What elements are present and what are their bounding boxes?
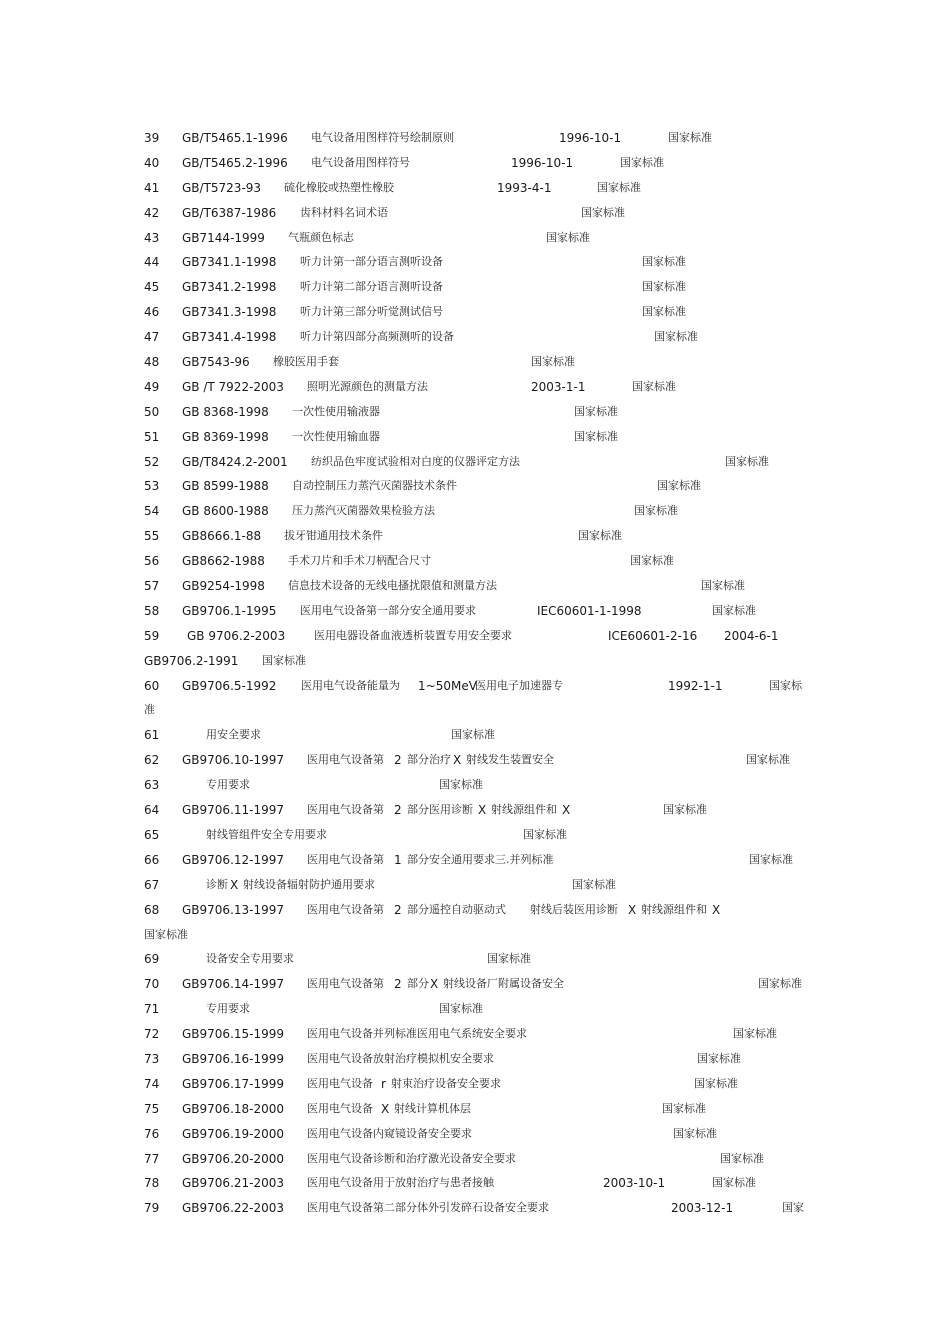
line-segment: GB9706.5-1992 — [182, 678, 277, 693]
list-line — [0, 526, 950, 551]
line-segment: 国家标准 — [712, 603, 756, 617]
line-segment: 国家标准 — [697, 1051, 741, 1065]
line-segment: 射线源组件和 — [641, 902, 707, 916]
list-line — [0, 725, 950, 750]
line-segment: GB 8599-1988 — [182, 479, 269, 494]
line-segment: 国家标准 — [632, 379, 676, 393]
line-segment: 射线发生装置安全 — [466, 753, 554, 767]
line-segment: 2 — [394, 803, 402, 818]
line-segment: 49 — [144, 379, 160, 394]
line-segment: 58 — [144, 603, 160, 618]
line-segment: 国家标准 — [746, 753, 790, 767]
line-segment: 齿科材料名词术语 — [300, 205, 388, 219]
line-segment: 部分医用诊断 — [407, 803, 473, 817]
line-segment: 诊断 — [206, 877, 228, 891]
line-segment: 47 — [144, 330, 160, 345]
line-segment: GB7341.2-1998 — [182, 280, 277, 295]
list-line — [0, 775, 950, 800]
list-line — [0, 427, 950, 452]
list-line — [0, 277, 950, 302]
list-line — [0, 974, 950, 999]
line-segment: X — [430, 977, 439, 992]
line-segment: GB 8600-1988 — [182, 504, 269, 519]
line-segment: GB 9706.2-2003 — [187, 628, 286, 643]
line-segment: 53 — [144, 479, 160, 494]
line-segment: GB9706.2-1991 — [144, 653, 239, 668]
line-segment: 79 — [144, 1201, 160, 1216]
line-segment: 国家标准 — [439, 1002, 483, 1016]
line-segment: 国家标准 — [630, 554, 674, 568]
line-segment: 医用电器设备血液透析装置专用安全要求 — [314, 628, 512, 642]
list-line — [0, 402, 950, 427]
line-segment: 医用电气设备并列标准医用电气系统安全要求 — [307, 1027, 527, 1041]
list-line — [0, 1049, 950, 1074]
line-segment: GB9706.22-2003 — [182, 1201, 285, 1216]
line-segment: 64 — [144, 803, 160, 818]
list-line — [0, 800, 950, 825]
line-segment: 射线设备厂附属设备安全 — [443, 977, 564, 991]
line-segment: 65 — [144, 827, 160, 842]
line-segment: GB9706.11-1997 — [182, 803, 285, 818]
line-segment: 62 — [144, 753, 160, 768]
line-segment: 55 — [144, 529, 160, 544]
list-line — [0, 128, 950, 153]
line-segment: 国家标准 — [720, 1151, 764, 1165]
line-segment: 医用电气设备第 — [307, 803, 384, 817]
line-segment: 2 — [394, 977, 402, 992]
line-segment: 41 — [144, 180, 160, 195]
line-segment: 国家标准 — [694, 1076, 738, 1090]
line-segment: 一次性使用输血器 — [292, 429, 380, 443]
line-segment: GB9706.21-2003 — [182, 1176, 285, 1191]
line-segment: r — [381, 1076, 386, 1091]
list-line — [0, 1198, 950, 1223]
line-segment: GB /T 7922-2003 — [182, 379, 284, 394]
line-segment: 2 — [394, 753, 402, 768]
line-segment: X — [381, 1101, 390, 1116]
list-line — [0, 501, 950, 526]
line-segment: 射线设备辐射防护通用要求 — [243, 877, 375, 891]
list-line — [0, 651, 950, 676]
line-segment: 1~50MeV — [418, 678, 477, 693]
line-segment: GB 8368-1998 — [182, 404, 269, 419]
line-segment: X — [712, 902, 721, 917]
line-segment: 54 — [144, 504, 160, 519]
line-segment: 46 — [144, 305, 160, 320]
line-segment: 射线源组件和 — [491, 803, 557, 817]
line-segment: 国家标准 — [642, 305, 686, 319]
line-segment: 43 — [144, 230, 160, 245]
line-segment: 射线管组件安全专用要求 — [206, 827, 327, 841]
line-segment: GB/T8424.2-2001 — [182, 454, 288, 469]
line-segment: 听力计第一部分语言测听设备 — [300, 255, 443, 269]
line-segment: 射束治疗设备安全要求 — [391, 1076, 501, 1090]
line-segment: 专用要求 — [206, 1002, 250, 1016]
line-segment: GB7543-96 — [182, 355, 250, 370]
list-line — [0, 576, 950, 601]
line-segment: 照明光源颜色的测量方法 — [307, 379, 428, 393]
line-segment: GB9706.19-2000 — [182, 1126, 285, 1141]
line-segment: 2003-12-1 — [671, 1201, 734, 1216]
list-line — [0, 626, 950, 651]
list-line — [0, 875, 950, 900]
line-segment: 国家标准 — [581, 205, 625, 219]
line-segment: 医用电气设备诊断和治疗激光设备安全要求 — [307, 1151, 516, 1165]
line-segment: 部分安全通用要求三.并列标准 — [407, 852, 554, 866]
line-segment: 国家标准 — [749, 852, 793, 866]
line-segment: 2003-1-1 — [531, 379, 586, 394]
line-segment: 医用电气设备 — [307, 1101, 373, 1115]
line-segment: 听力计第三部分听觉测试信号 — [300, 305, 443, 319]
line-segment: GB7341.3-1998 — [182, 305, 277, 320]
line-segment: 国家标准 — [733, 1027, 777, 1041]
line-segment: GB9706.12-1997 — [182, 852, 285, 867]
line-segment: 听力计第四部分高频测听的设备 — [300, 330, 454, 344]
line-segment: 1 — [394, 852, 402, 867]
line-segment: 59 — [144, 628, 160, 643]
line-segment: GB9706.1-1995 — [182, 603, 277, 618]
line-segment: 40 — [144, 155, 160, 170]
line-segment: GB9706.18-2000 — [182, 1101, 285, 1116]
list-line — [0, 476, 950, 501]
line-segment: 国家标准 — [597, 180, 641, 194]
line-segment: 纺织品色牢度试验相对白度的仪器评定方法 — [311, 454, 520, 468]
line-segment: 78 — [144, 1176, 160, 1191]
line-segment: GB7144-1999 — [182, 230, 265, 245]
line-segment: 国家 — [782, 1201, 804, 1215]
line-segment: 国家标准 — [144, 927, 188, 941]
line-segment: GB8662-1988 — [182, 554, 265, 569]
line-segment: 1996-10-1 — [511, 155, 574, 170]
line-segment: 一次性使用输液器 — [292, 404, 380, 418]
line-segment: 国家标准 — [673, 1126, 717, 1140]
line-segment: 设备安全专用要求 — [206, 952, 294, 966]
line-segment: 61 — [144, 728, 160, 743]
line-segment: GB7341.1-1998 — [182, 255, 277, 270]
line-segment: 医用电气设备 — [307, 1076, 373, 1090]
line-segment: 医用电气设备第一部分安全通用要求 — [300, 603, 476, 617]
line-segment: GB9706.17-1999 — [182, 1076, 285, 1091]
line-segment: 2003-10-1 — [603, 1176, 666, 1191]
line-segment: 电气设备用图样符号 — [311, 155, 410, 169]
line-segment: 橡胶医用手套 — [273, 355, 339, 369]
line-segment: GB9706.10-1997 — [182, 753, 285, 768]
line-segment: 专用要求 — [206, 778, 250, 792]
line-segment: GB9706.14-1997 — [182, 977, 285, 992]
line-segment: 50 — [144, 404, 160, 419]
list-line — [0, 178, 950, 203]
list-line — [0, 228, 950, 253]
line-segment: 准 — [144, 703, 155, 717]
list-line — [0, 925, 950, 950]
list-line — [0, 1173, 950, 1198]
line-segment: 2 — [394, 902, 402, 917]
line-segment: 71 — [144, 1002, 160, 1017]
list-line — [0, 352, 950, 377]
line-segment: 45 — [144, 280, 160, 295]
line-segment: 72 — [144, 1027, 160, 1042]
line-segment: 56 — [144, 554, 160, 569]
line-segment: 69 — [144, 952, 160, 967]
list-line — [0, 949, 950, 974]
line-segment: 国家标准 — [662, 1101, 706, 1115]
list-line — [0, 252, 950, 277]
line-segment: 国家标准 — [657, 479, 701, 493]
line-segment: X — [478, 803, 487, 818]
line-segment: GB9706.13-1997 — [182, 902, 285, 917]
line-segment: 74 — [144, 1076, 160, 1091]
line-segment: X — [628, 902, 637, 917]
line-segment: 射线后装医用诊断 — [530, 902, 618, 916]
list-line — [0, 551, 950, 576]
line-segment: 国家标准 — [620, 155, 664, 169]
list-line — [0, 1149, 950, 1174]
list-line — [0, 377, 950, 402]
list-line — [0, 825, 950, 850]
line-segment: 77 — [144, 1151, 160, 1166]
list-line — [0, 302, 950, 327]
line-segment: 68 — [144, 902, 160, 917]
line-segment: 国家标准 — [574, 429, 618, 443]
line-segment: 国家标准 — [572, 877, 616, 891]
line-segment: 电气设备用图样符号绘制原则 — [311, 131, 454, 144]
line-segment: 国家标准 — [262, 653, 306, 667]
line-segment: 听力计第二部分语言测听设备 — [300, 280, 443, 294]
line-segment: 1996-10-1 — [559, 131, 622, 145]
line-segment: 用安全要求 — [206, 728, 261, 742]
line-segment: 42 — [144, 205, 160, 220]
line-segment: GB/T5465.1-1996 — [182, 131, 288, 145]
line-segment: X — [453, 753, 462, 768]
line-segment: 76 — [144, 1126, 160, 1141]
line-segment: 75 — [144, 1101, 160, 1116]
line-segment: 部分 — [407, 977, 429, 991]
line-segment: 部分遥控自动驱动式 — [407, 902, 506, 916]
list-line — [0, 452, 950, 477]
line-segment: 国家标准 — [758, 977, 802, 991]
line-segment: 部分治疗 — [407, 753, 451, 767]
line-segment: 70 — [144, 977, 160, 992]
list-line — [0, 203, 950, 228]
line-segment: 国家标准 — [668, 131, 712, 144]
line-segment: 1993-4-1 — [497, 180, 552, 195]
line-segment: 医用电气设备用于放射治疗与患者接触 — [307, 1176, 494, 1190]
line-segment: 医用电气设备能量为 — [301, 678, 400, 692]
line-segment: 国家标准 — [654, 330, 698, 344]
line-segment: 压力蒸汽灭菌器效果检验方法 — [292, 504, 435, 518]
line-segment: 国家标准 — [701, 579, 745, 593]
line-segment: 48 — [144, 355, 160, 370]
line-segment: 44 — [144, 255, 160, 270]
line-segment: 国家标准 — [439, 778, 483, 792]
list-line — [0, 1099, 950, 1124]
line-segment: 国家标准 — [578, 529, 622, 543]
line-segment: 国家标准 — [451, 728, 495, 742]
line-segment: 硫化橡胶或热塑性橡胶 — [284, 180, 394, 194]
line-segment: 2004-6-1 — [724, 628, 779, 643]
line-segment: GB/T6387-1986 — [182, 205, 277, 220]
line-segment: 医用电子加速器专 — [475, 678, 563, 692]
line-segment: 手术刀片和手术刀柄配合尺寸 — [288, 554, 431, 568]
line-segment: 国家标准 — [634, 504, 678, 518]
line-segment: GB9706.16-1999 — [182, 1051, 285, 1066]
line-segment: 国家标准 — [546, 230, 590, 244]
line-segment: GB 8369-1998 — [182, 429, 269, 444]
list-line — [0, 1074, 950, 1099]
line-segment: GB/T5465.2-1996 — [182, 155, 288, 170]
line-segment: 国家标准 — [574, 404, 618, 418]
line-segment: 63 — [144, 778, 160, 793]
line-segment: ICE60601-2-16 — [608, 628, 698, 643]
line-segment: GB9254-1998 — [182, 579, 265, 594]
line-segment: GB9706.15-1999 — [182, 1027, 285, 1042]
list-line — [0, 327, 950, 352]
line-segment: 39 — [144, 131, 160, 145]
line-segment: 国家标准 — [642, 280, 686, 294]
line-segment: 医用电气设备第 — [307, 977, 384, 991]
line-segment: 1992-1-1 — [668, 678, 723, 693]
line-segment: 拔牙钳通用技术条件 — [284, 529, 383, 543]
line-segment: 国家标准 — [642, 255, 686, 269]
line-segment: 52 — [144, 454, 160, 469]
line-segment: GB7341.4-1998 — [182, 330, 277, 345]
line-segment: 医用电气设备内窥镜设备安全要求 — [307, 1126, 472, 1140]
line-segment: 医用电气设备第 — [307, 753, 384, 767]
line-segment: GB/T5723-93 — [182, 180, 262, 195]
line-segment: 气瓶颜色标志 — [288, 230, 354, 244]
standards-list — [0, 128, 950, 1223]
line-segment: 国家标 — [769, 678, 802, 692]
line-segment: X — [230, 877, 239, 892]
line-segment: 医用电气设备第二部分体外引发碎石设备安全要求 — [307, 1201, 549, 1215]
line-segment: 国家标准 — [712, 1176, 756, 1190]
line-segment: 射线计算机体层 — [394, 1101, 471, 1115]
line-segment: 信息技术设备的无线电搔扰限值和测量方法 — [288, 579, 497, 593]
list-line — [0, 999, 950, 1024]
line-segment: X — [562, 803, 571, 818]
line-segment: 医用电气设备第 — [307, 902, 384, 916]
line-segment: 57 — [144, 579, 160, 594]
list-line — [0, 1024, 950, 1049]
line-segment: 国家标准 — [663, 803, 707, 817]
line-segment: GB8666.1-88 — [182, 529, 262, 544]
line-segment: IEC60601-1-1998 — [537, 603, 642, 618]
list-line — [0, 153, 950, 178]
line-segment: 国家标准 — [523, 827, 567, 841]
list-line — [0, 601, 950, 626]
list-line — [0, 700, 950, 725]
line-segment: 国家标准 — [531, 355, 575, 369]
line-segment: GB9706.20-2000 — [182, 1151, 285, 1166]
line-segment: 医用电气设备放射治疗模拟机安全要求 — [307, 1051, 494, 1065]
line-segment: 73 — [144, 1051, 160, 1066]
list-line — [0, 1124, 950, 1149]
line-segment: 国家标准 — [725, 454, 769, 468]
list-line — [0, 750, 950, 775]
line-segment: 自动控制压力蒸汽灭菌器技术条件 — [292, 479, 457, 493]
line-segment: 51 — [144, 429, 160, 444]
list-line — [0, 676, 950, 701]
line-segment: 66 — [144, 852, 160, 867]
line-segment: 医用电气设备第 — [307, 852, 384, 866]
list-line — [0, 850, 950, 875]
line-segment: 60 — [144, 678, 160, 693]
line-segment: 67 — [144, 877, 160, 892]
line-segment: 国家标准 — [487, 952, 531, 966]
list-line — [0, 900, 950, 925]
